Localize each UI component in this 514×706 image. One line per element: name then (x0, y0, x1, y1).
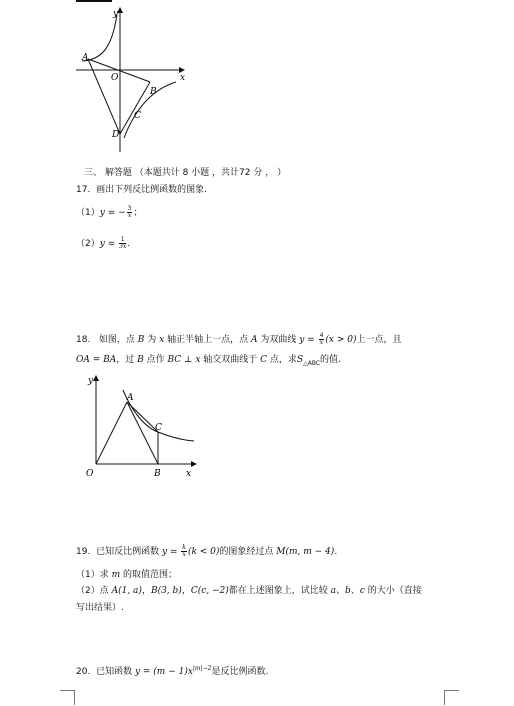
q20-number: 20. (76, 667, 91, 677)
fig2-label-c: C (155, 423, 162, 433)
fig1-label-x: x (180, 73, 186, 83)
q18-area-subscript: △ABC (303, 359, 321, 367)
q17-part1-eq: = − (104, 208, 126, 218)
fig1-line-db (120, 82, 150, 134)
q18-eq: OA = BA (76, 355, 117, 365)
q17-part2 (76, 237, 130, 250)
q20-function: y = (m − 1)x (134, 667, 193, 677)
fig1-label-b: B (150, 87, 157, 97)
q19-var: y (161, 547, 168, 557)
fig2-label-a: A (127, 393, 134, 403)
q19-stem (76, 545, 337, 558)
fig1-label-y: y (113, 9, 119, 19)
fig2-label-x: x (186, 469, 192, 479)
q18-eq: BC ⊥ x (167, 355, 201, 365)
q20-exponent: |m|−2 (192, 665, 212, 672)
q18-text: 上一点，且 (356, 335, 402, 345)
q19-text: 的图象经过点 (219, 547, 277, 557)
q17-part2-tail: . (127, 239, 131, 249)
q18-domain: (x > 0) (325, 335, 357, 345)
q17-part1-tail: ； (133, 208, 143, 218)
fig1-label-a: A (82, 53, 89, 63)
q18-text: 轴正半轴上一点，点 (164, 335, 251, 345)
q19-number: 19. (76, 547, 91, 557)
q18-text: 如图，点 (98, 335, 138, 345)
fig1-label-o: O (111, 73, 119, 83)
fig1-label-c: C (134, 111, 141, 121)
q19-var: b (345, 586, 351, 596)
q19-text: （2）点 (76, 586, 112, 596)
q19-point: M(m, m − 4) (276, 547, 335, 557)
q19-var: a (330, 586, 337, 596)
q19-var: c (359, 586, 365, 596)
corner-mark-right (444, 690, 459, 705)
q18-text: 轴交双曲线于 (200, 355, 261, 365)
q19-condition: (k < 0) (187, 547, 220, 557)
q18-var: y (299, 335, 305, 345)
q17-text: 画出下列反比例函数的图象. (96, 185, 207, 195)
q19-point: B(3, b) (150, 586, 182, 596)
q17-part1-fraction: $\frac{3}{x}$ (127, 205, 132, 219)
fig2-label-o: O (86, 469, 94, 479)
q18-var: B (137, 355, 144, 365)
fig1-label-d: D (112, 130, 120, 140)
q18-area-symbol: S (296, 355, 304, 365)
q19-text: ， (141, 586, 151, 596)
fig2-label-b: B (154, 469, 161, 479)
q19-part2 (76, 585, 422, 597)
q18-number: 18. (76, 335, 91, 345)
q20-stem (76, 663, 268, 678)
q18-line1 (76, 333, 402, 346)
q17-part2-var: y (99, 239, 105, 249)
q19-text: = (167, 547, 181, 557)
q20-text: 是反比例函数. (211, 667, 269, 677)
q17-stem (76, 184, 207, 196)
fig2-label-y: y (88, 376, 94, 386)
q18-var: x (159, 335, 165, 345)
q17-part2-fraction: $\frac{1}{3x}$ (119, 236, 127, 250)
q19-text: 、 (350, 586, 360, 596)
q19-text: 的取值范围； (120, 570, 178, 580)
q18-var: C (260, 355, 268, 365)
corner-mark-left (60, 690, 75, 705)
q18-text: = (304, 335, 318, 345)
q19-var: m (111, 570, 121, 580)
q17-number: 17. (76, 185, 91, 195)
q18-line2 (76, 354, 341, 370)
q18-fraction: $\frac{4}{x}$ (319, 332, 324, 346)
q17-part1 (76, 206, 142, 219)
q18-text: 为双曲线 (257, 335, 300, 345)
q19-point: C(c, −2) (190, 586, 229, 596)
q18-text: 的值. (320, 355, 341, 365)
q17-part2-prefix: （2） (76, 239, 100, 249)
fig2-line-ac (127, 402, 158, 432)
q19-text: . (334, 547, 338, 557)
q19-point: A(1, a) (111, 586, 142, 596)
q18-text: ，过 (116, 355, 138, 365)
q19-part2-cont: 写出结果）. (76, 603, 124, 613)
q18-text: 为 (144, 335, 160, 345)
q17-part1-var: y (99, 208, 105, 218)
q19-text: （1）求 (76, 570, 112, 580)
fig2-line-ab (127, 402, 158, 464)
q18-var: B (137, 335, 145, 345)
q17-part2-eq: = (104, 239, 119, 249)
q20-text: 已知函数 (96, 667, 135, 677)
q18-text: 点，求 (267, 355, 297, 365)
figure-1 (70, 4, 195, 160)
q19-text: 已知反比例函数 (96, 547, 162, 557)
q19-fraction: $\frac{k}{x}$ (182, 544, 186, 558)
q19-part1 (76, 569, 177, 581)
q19-text: 、 (336, 586, 346, 596)
figure-2 (82, 372, 200, 482)
q18-text: 点作 (143, 355, 168, 365)
fig2-line-oa (96, 402, 127, 464)
q19-text: 的大小（直接 (364, 586, 422, 596)
q19-text: 都在上述图象上，试比较 (228, 586, 331, 596)
q19-text: ， (181, 586, 191, 596)
section-3-heading: 三、 解答题 （本题共计 8 小题 ，共计72 分 ， ） (84, 168, 287, 178)
q17-part1-prefix: （1） (76, 208, 100, 218)
q18-var: A (250, 335, 258, 345)
top-rule (76, 0, 112, 2)
